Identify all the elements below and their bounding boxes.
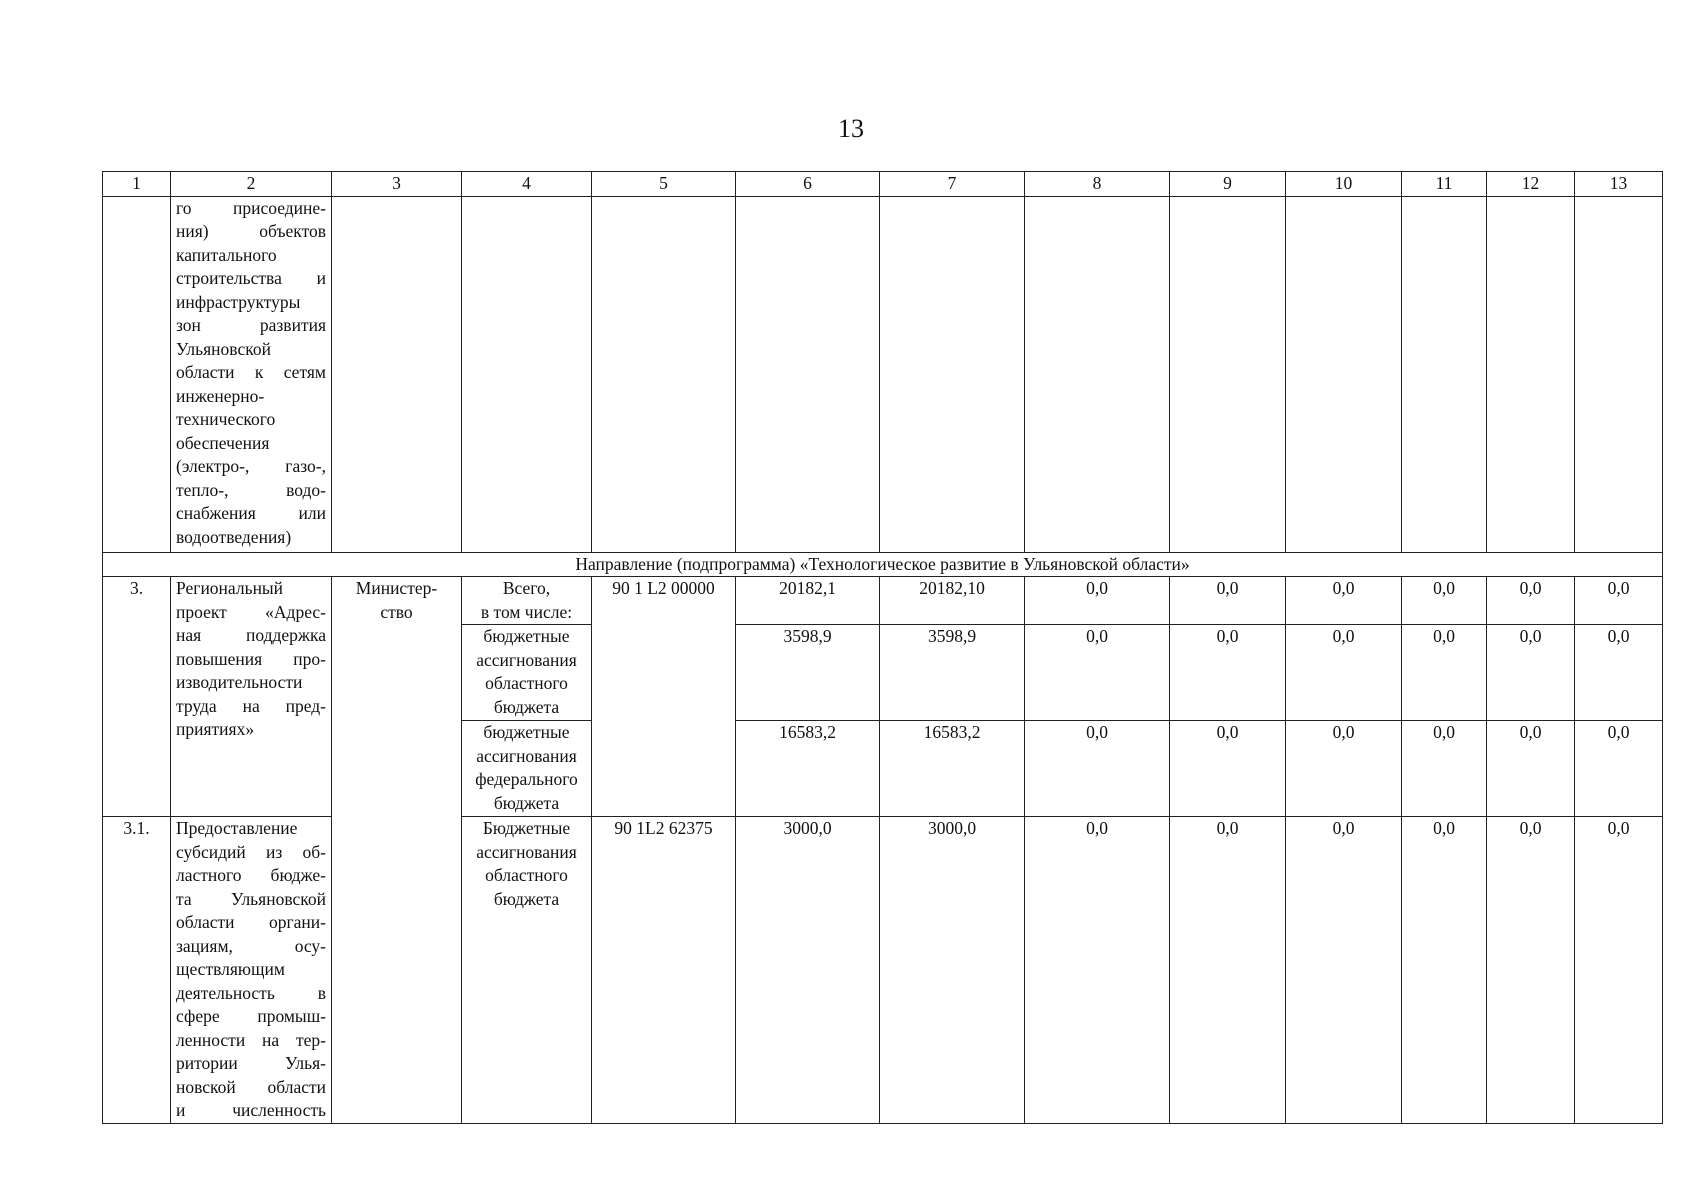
section-row xyxy=(103,552,1663,577)
col-header-10: 10 xyxy=(1286,172,1402,197)
value-cell: 0,0 xyxy=(1575,817,1663,1124)
value-cell: 0,0 xyxy=(1402,625,1487,721)
value-cell: 0,0 xyxy=(1170,817,1286,1124)
value-cell: 0,0 xyxy=(1025,625,1170,721)
col-header-6: 6 xyxy=(736,172,880,197)
funding-source: Всего, в том числе: xyxy=(462,577,592,625)
col-header-3: 3 xyxy=(332,172,462,197)
funding-source: бюджетные ассигнования федерального бюджета xyxy=(462,721,592,817)
col-header-7: 7 xyxy=(880,172,1025,197)
value-cell: 0,0 xyxy=(1286,625,1402,721)
executor-cell: Министер- ство xyxy=(332,577,462,1124)
value-cell: 0,0 xyxy=(1025,577,1170,625)
budget-table xyxy=(102,171,1663,1124)
value-cell: 0,0 xyxy=(1170,625,1286,721)
table-row-continued xyxy=(103,196,1663,552)
funding-source: Бюджетные ассигнования областного бюджета xyxy=(462,817,592,1124)
col-header-4: 4 xyxy=(462,172,592,197)
value-cell: 0,0 xyxy=(1487,721,1575,817)
col-header-12: 12 xyxy=(1487,172,1575,197)
value-cell: 20182,1 xyxy=(736,577,880,625)
value-cell: 0,0 xyxy=(1487,625,1575,721)
row-number: 3.1. xyxy=(103,817,171,1124)
row-name: Предоставление субсидий из об- ластного бюдже- та Ульяновской области органи- зациям, осу- ществляющим деятельность в сфере промыш- ленности на тер- ритории Улья- новской области и численность xyxy=(171,817,332,1124)
col-header-5: 5 xyxy=(592,172,736,197)
value-cell: 0,0 xyxy=(1402,817,1487,1124)
table-row-3-total xyxy=(103,577,1663,625)
col-header-1: 1 xyxy=(103,172,171,197)
value-cell: 0,0 xyxy=(1286,577,1402,625)
col-header-8: 8 xyxy=(1025,172,1170,197)
page-number: 13 xyxy=(838,114,864,143)
col-header-2: 2 xyxy=(171,172,332,197)
column-number-row xyxy=(103,172,1663,197)
col-header-13: 13 xyxy=(1575,172,1663,197)
value-cell: 3000,0 xyxy=(880,817,1025,1124)
value-cell: 0,0 xyxy=(1170,721,1286,817)
value-cell: 20182,10 xyxy=(880,577,1025,625)
budget-code: 90 1 L2 00000 xyxy=(592,577,736,817)
value-cell: 0,0 xyxy=(1487,577,1575,625)
row-name: Региональный проект «Адрес- ная поддержка повышения про- изводительности труда на пред- приятиях» xyxy=(171,577,332,817)
value-cell: 3598,9 xyxy=(880,625,1025,721)
value-cell: 0,0 xyxy=(1575,577,1663,625)
value-cell: 0,0 xyxy=(1402,577,1487,625)
value-cell: 3000,0 xyxy=(736,817,880,1124)
continued-text-cell: го присоедине- ния) объектов капитального строительства и инфраструктуры зон развития Ульяновской области к сетям инженерно- технического обеспечения (электро-, газо-, тепло-, водо- снабжения или водоотведения) xyxy=(171,196,332,552)
value-cell: 0,0 xyxy=(1575,625,1663,721)
value-cell: 0,0 xyxy=(1402,721,1487,817)
value-cell: 0,0 xyxy=(1286,817,1402,1124)
col-header-11: 11 xyxy=(1402,172,1487,197)
section-title: Направление (подпрограмма) «Технологическое развитие в Ульяновской области» xyxy=(103,552,1663,577)
value-cell: 0,0 xyxy=(1170,577,1286,625)
value-cell: 0,0 xyxy=(1025,721,1170,817)
value-cell: 0,0 xyxy=(1286,721,1402,817)
col-header-9: 9 xyxy=(1170,172,1286,197)
funding-source: бюджетные ассигнования областного бюджета xyxy=(462,625,592,721)
budget-code: 90 1L2 62375 xyxy=(592,817,736,1124)
value-cell: 16583,2 xyxy=(736,721,880,817)
value-cell: 0,0 xyxy=(1575,721,1663,817)
value-cell: 0,0 xyxy=(1487,817,1575,1124)
value-cell: 3598,9 xyxy=(736,625,880,721)
row-number: 3. xyxy=(103,577,171,817)
value-cell: 16583,2 xyxy=(880,721,1025,817)
value-cell: 0,0 xyxy=(1025,817,1170,1124)
